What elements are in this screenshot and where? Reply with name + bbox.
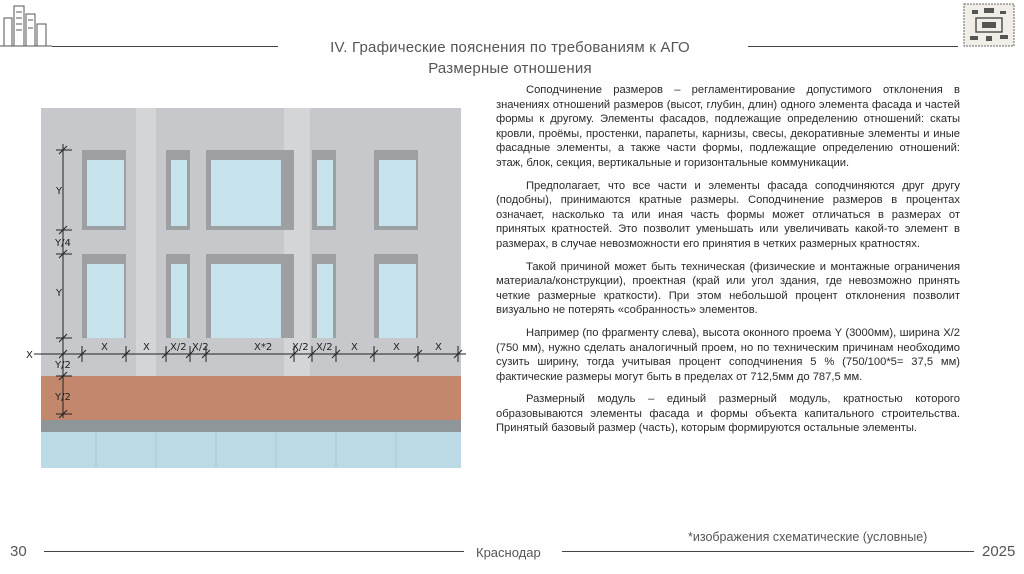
emblem-logo bbox=[962, 2, 1016, 48]
dim-y2-lower: Y/2 bbox=[55, 392, 71, 403]
page-number: 30 bbox=[10, 543, 27, 560]
dim-x-4: X bbox=[393, 342, 400, 353]
dim-x2-3: X/2 bbox=[292, 342, 309, 353]
dim-y-lower: Y bbox=[56, 288, 63, 299]
header-rule-right bbox=[748, 46, 958, 47]
footer-rule-right bbox=[562, 551, 974, 552]
lower-glazing bbox=[41, 432, 461, 468]
dim-x-3: X bbox=[351, 342, 358, 353]
dim-x-times-2: X*2 bbox=[254, 342, 273, 353]
dim-x2-2: X/2 bbox=[192, 342, 209, 353]
page-title: IV. Графические пояснения по требованиям к АГО bbox=[330, 39, 690, 56]
footer-rule-left bbox=[44, 551, 464, 552]
dim-x-5: X bbox=[435, 342, 442, 353]
paragraph-5: Размерный модуль – единый размерный модуль, кратностью которого образовываются элементы фасада и формы объекта капитального строительства. Принятый базовый размер (часть), которым формируются остальные элементы. bbox=[496, 393, 960, 435]
city-skyline-logo bbox=[0, 0, 52, 48]
dim-x-2: X bbox=[143, 342, 150, 353]
footnote: *изображения схематические (условные) bbox=[688, 530, 928, 544]
footer-city: Краснодар bbox=[476, 545, 541, 560]
terracotta-band bbox=[41, 376, 461, 420]
dim-x-left: X bbox=[26, 350, 33, 361]
footer-year: 2025 bbox=[982, 543, 1016, 560]
explanation-text bbox=[496, 83, 960, 444]
header-rule-left bbox=[52, 46, 278, 47]
paragraph-3: Такой причиной может быть техническая (физические и монтажные ограничения материала/конструкции), проектная (край или угол здания, где невозможно принять четкие размерные краткости). При этом небольшой процент отклонения позволит визуально не потерять «собранность» элементов. bbox=[496, 260, 960, 317]
dim-y2-upper: Y/2 bbox=[55, 360, 71, 371]
dim-x-1: X bbox=[101, 342, 108, 353]
page-subtitle: Размерные отношения bbox=[428, 60, 592, 77]
paragraph-2: Предполагает, что все части и элементы фасада соподчиняются друг другу (подобны), принимаются кратные размеры. Соподчинение размеров в процентах означает, насколько та или иная часть формы может отличаться в размерах от принятых кратностей. Это позволит уменьшать или увеличивать какой-то элемент в размерах, в случае невозможности его принятия в четких размерных кратностях. bbox=[496, 179, 960, 250]
paragraph-1: Соподчинение размеров – регламентирование допустимого отклонения в значениях отношений размеров (высот, глубин, длин) одного элемента фасада и частей формы к другому. Элементы фасадов, подлежащие определению отношений: скаты кровли, проёмы, простенки, парапеты, карнизы, свесы, декоративные элементы и иные фасадные элементы, а также части формы, подлежащие определению отношений: этаж, блок, секция, вертикальные и горизонтальные коммуникации. bbox=[496, 84, 960, 169]
dim-y-upper: Y bbox=[56, 186, 63, 197]
dim-x2-1: X/2 bbox=[170, 342, 187, 353]
facade-diagram bbox=[26, 108, 466, 468]
paragraph-4: Например (по фрагменту слева), высота оконного проема Y (3000мм), ширина Х/2 (750 мм), нужно сделать аналогичный проем, но по техническим причинам необходимо сузить ширину, тогда учитывая процент соподчинения 5 % (750/100*5= 37,5 мм) фактические размеры могут быть в пределах от 712,5мм до 787,5 мм. bbox=[496, 326, 960, 383]
dim-x2-4: X/2 bbox=[316, 342, 333, 353]
dim-y4: Y/4 bbox=[55, 238, 71, 249]
